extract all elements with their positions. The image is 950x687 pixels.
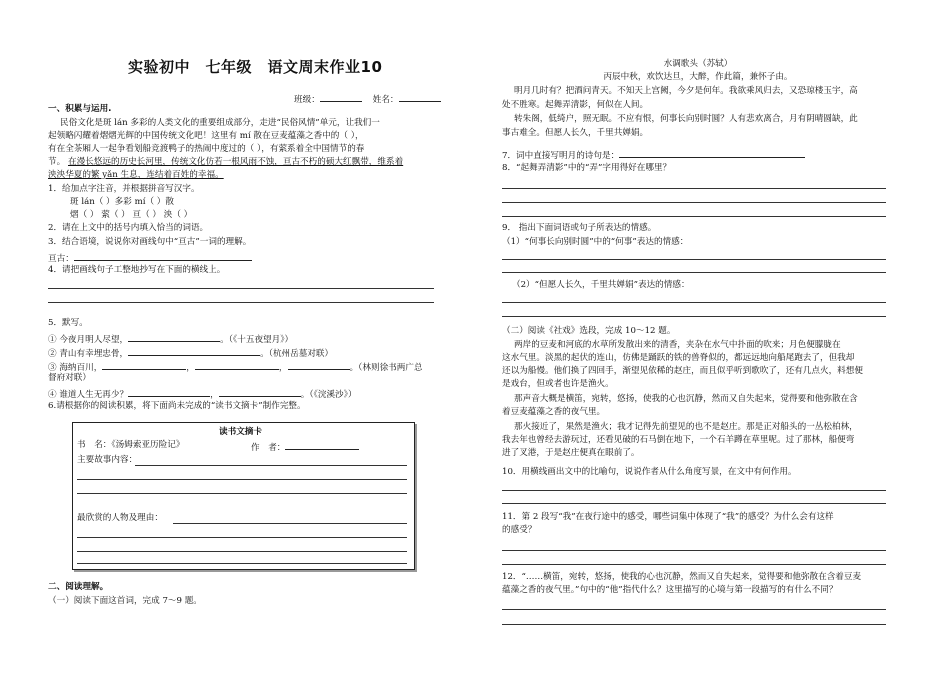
page-title: 实验初中 七年级 语文周末作业10 [128,58,383,76]
question-1-row-2[interactable]: 熠（ ） 萦（ ） 亘（ ） 泱（ ） [70,210,193,220]
question-1-row-1[interactable]: 斑 lán（ ）多彩 mí（ ）散 [70,197,174,207]
question-9: 9． 指出下面词语或句子所表达的情感。 [502,223,657,233]
card-title: 读书文摘卡 [219,427,262,437]
card-story-label: 主要故事内容： [77,455,138,465]
answer-blank[interactable] [128,387,210,397]
answer-blank[interactable] [128,332,220,342]
book-label: 书 名： [77,440,112,450]
question-1: 1．给加点字注音，并根据拼音写汉字。 [48,184,200,194]
passage-2-line: 两岸的豆麦和河底的水草所发散出来的清香，夹杂在水气中扑面的吹来；月色便朦胧在 [514,340,841,350]
question-8: 8．“起舞弄清影”中的“弄”字用得好在哪里？ [502,163,672,173]
class-blank[interactable] [320,92,362,102]
class-name-line [294,92,441,106]
passage-line: 起领略闪耀着熠熠光辉的中国传统文化吧！这里有 mí 散在豆麦蕴藻之香中的（ ）， [48,131,364,141]
question-11-cont: 的感受？ [502,525,537,535]
section-1-title: 一、积累与运用. [48,104,112,114]
class-label: 班级： [294,95,320,105]
passage-line: 节。 [48,157,66,167]
poem-preface: 丙辰中秋，欢饮达旦，大醉，作此篇，兼怀子由。 [603,72,793,82]
poem-line: 处不胜寒。起舞弄清影，何似在人间。 [502,100,649,110]
answer-blank[interactable] [195,360,279,370]
passage-line: 民俗文化是斑 lán 多彩的人类文化的重要组成部分，走进“民俗风情”单元，让我们一 [60,118,380,128]
question-2: 2．请在上文中的括号内填入恰当的词语。 [48,223,209,233]
passage-2-line: 我去年也曾经去游玩过，还看见破的石马倒在地下，一个石羊蹲在草里呢。过了那林，船便弯 [502,435,855,445]
passage-2-line: 那火接近了，果然是渔火；我才记得先前望见的也不是赵庄。那是正对船头的一丛松柏林， [514,422,858,432]
question-3-label: 亘古： [48,254,74,264]
passage-2-line: 是戏台，但或者也许是渔火。 [502,379,614,389]
poem-line: 明月几时有？把酒问青天。不知天上宫阙，今夕是何年。我欲乘风归去，又恐琼楼玉宇，高 [514,86,858,96]
answer-line[interactable] [135,465,407,466]
question-12-cont: 蕴藻之香的夜气里。”句中的“他”指代什么？这里描写的心境与第一段描写的有什么不同？ [502,585,838,595]
answer-line[interactable] [77,479,407,480]
question-5-item-3 [48,360,423,374]
reading-card [72,422,415,570]
name-label: 姓名： [372,95,399,105]
answer-line[interactable] [502,624,886,625]
question-7-text: 7．词中直接写明月的诗句是： [502,151,620,161]
answer-line[interactable] [502,316,886,317]
answer-line[interactable] [502,188,886,189]
answer-line[interactable] [77,551,407,552]
question-4: 4．请把画线句子工整地抄写在下面的横线上。 [48,265,226,275]
question-5-item-2 [48,346,333,360]
card-fav-label: 最欣赏的人物及理由： [77,513,163,523]
answer-line[interactable] [502,259,886,260]
answer-blank[interactable] [102,360,186,370]
question-3-answer-line [48,251,252,265]
passage-2-line: 进了叉港，于是赵庄便真在眼前了。 [502,448,640,458]
question-5-item-1 [48,332,293,346]
answer-line[interactable] [502,302,886,303]
answer-blank[interactable] [128,346,260,356]
passage-line: 有在全茶厢人一起争看划船竞渡鸭子的热闹中度过的（ ），有萦系着全中国情节的春 [48,144,365,154]
answer-blank[interactable] [219,387,301,397]
answer-line[interactable] [502,272,886,273]
underlined-sentence: 泱泱华夏的繁 yǎn 生息，连结着百姓的幸福。 [48,170,224,180]
poem-line: 事古难全。但愿人长久，千里共婵娟。 [502,128,649,138]
answer-line[interactable] [77,493,407,494]
question-9-1: （1）“何事长向别时圆”中的“何事”表达的情感： [502,237,689,247]
question-5-item-4 [48,387,357,401]
question-9-2: （2）“但愿人长久，千里共婵娟”表达的情感： [512,280,690,290]
answer-blank[interactable] [74,251,252,261]
answer-line[interactable] [502,202,886,203]
recite-source: 。（林则徐书两广总 [349,363,423,373]
recite-source: 。（杭州岳墓对联） [260,349,334,359]
book-title: 《汤姆索亚历险记》 [111,440,185,450]
answer-line[interactable] [502,490,886,491]
name-blank[interactable] [399,92,441,102]
passage-2-line: 这水气里。淡黑的起伏的连山，仿佛是踊跃的铁的兽脊似的，都远远地向船尾跑去了，但我却 [502,353,855,363]
passage-2-line: 那声音大概是横笛，宛转，悠扬，使我的心也沉静，然而又自失起来，觉得要和他弥散在含 [514,394,858,404]
underlined-sentence: 在漫长悠远的历史长河里，传统文化仿若一根风雨不蚀，亘古不朽的硕大红飘带，维系着 [68,157,404,167]
question-10: 10．用横线画出文中的比喻句，说说作者从什么角度写景，在文中有何作用。 [502,467,797,477]
answer-line[interactable] [502,609,886,610]
punctuation: ， [186,363,195,373]
question-7 [502,148,805,162]
question-11: 11．第 2 段写“我”在夜行途中的感受，哪些词集中体现了“我”的感受？为什么会有这样 [502,512,834,522]
passage-2-line: 着豆麦蕴藻之香的夜气里。 [502,407,606,417]
card-author-row [251,440,359,454]
answer-line[interactable] [77,563,407,564]
author-label: 作 者： [251,443,286,453]
recite-prompt: ② 青山有幸埋忠骨， [48,349,129,359]
answer-line[interactable] [502,216,886,217]
recite-prompt: ③ 海纳百川， [48,363,103,373]
recite-source: 。（《十五夜望月》） [220,335,294,345]
recite-prompt: ① 今夜月明人尽望， [48,335,129,345]
answer-line[interactable] [77,537,407,538]
question-5: 5．默写。 [48,318,88,328]
answer-line[interactable] [502,503,886,504]
recite-source: 。（《浣溪沙》） [300,390,357,400]
answer-line[interactable] [502,550,886,551]
answer-line[interactable] [173,523,407,524]
punctuation: ， [278,363,288,373]
question-6: 6.请根据你的阅读积累，将下面尚未完成的“读书文摘卡”制作完整。 [48,401,306,411]
recite-prompt: ④ 谁道人生无再少？ [48,390,129,400]
answer-line[interactable] [502,564,886,565]
question-3: 3．结合语境，说说你对画线句中“亘古”一词的理解。 [48,237,252,247]
answer-blank[interactable] [619,148,805,158]
poem-line: 转朱阁，低绮户，照无眠。不应有恨，何事长向别时圆？人有悲欢离合，月有阴晴圆缺，此 [514,114,858,124]
section-2-title: 二、阅读理解。 [48,582,109,592]
section-2-subtitle: （一）阅读下面这首词，完成 7～9 题。 [48,596,202,606]
question-5-item-3-cont: 督府对联） [48,373,91,383]
poem-title: 水调歌头（苏轼） [663,59,733,69]
punctuation: ， [210,390,219,400]
question-12: 12．“……横笛，宛转，悠扬，使我的心也沉静，然而又自失起来，觉得要和他弥散在含着豆麦 [502,572,862,582]
passage-2-line: 还以为船慢。他们换了四回手，渐望见依稀的赵庄，而且似乎听到歌吹了，还有几点火，料想便 [502,366,863,376]
answer-line[interactable] [48,288,434,289]
card-book-row [77,440,184,451]
section-b-title: （二）阅读《社戏》选段，完成 10～12 题。 [502,326,676,336]
author-blank[interactable] [285,440,359,450]
answer-blank[interactable] [288,360,350,370]
answer-line[interactable] [48,302,434,303]
